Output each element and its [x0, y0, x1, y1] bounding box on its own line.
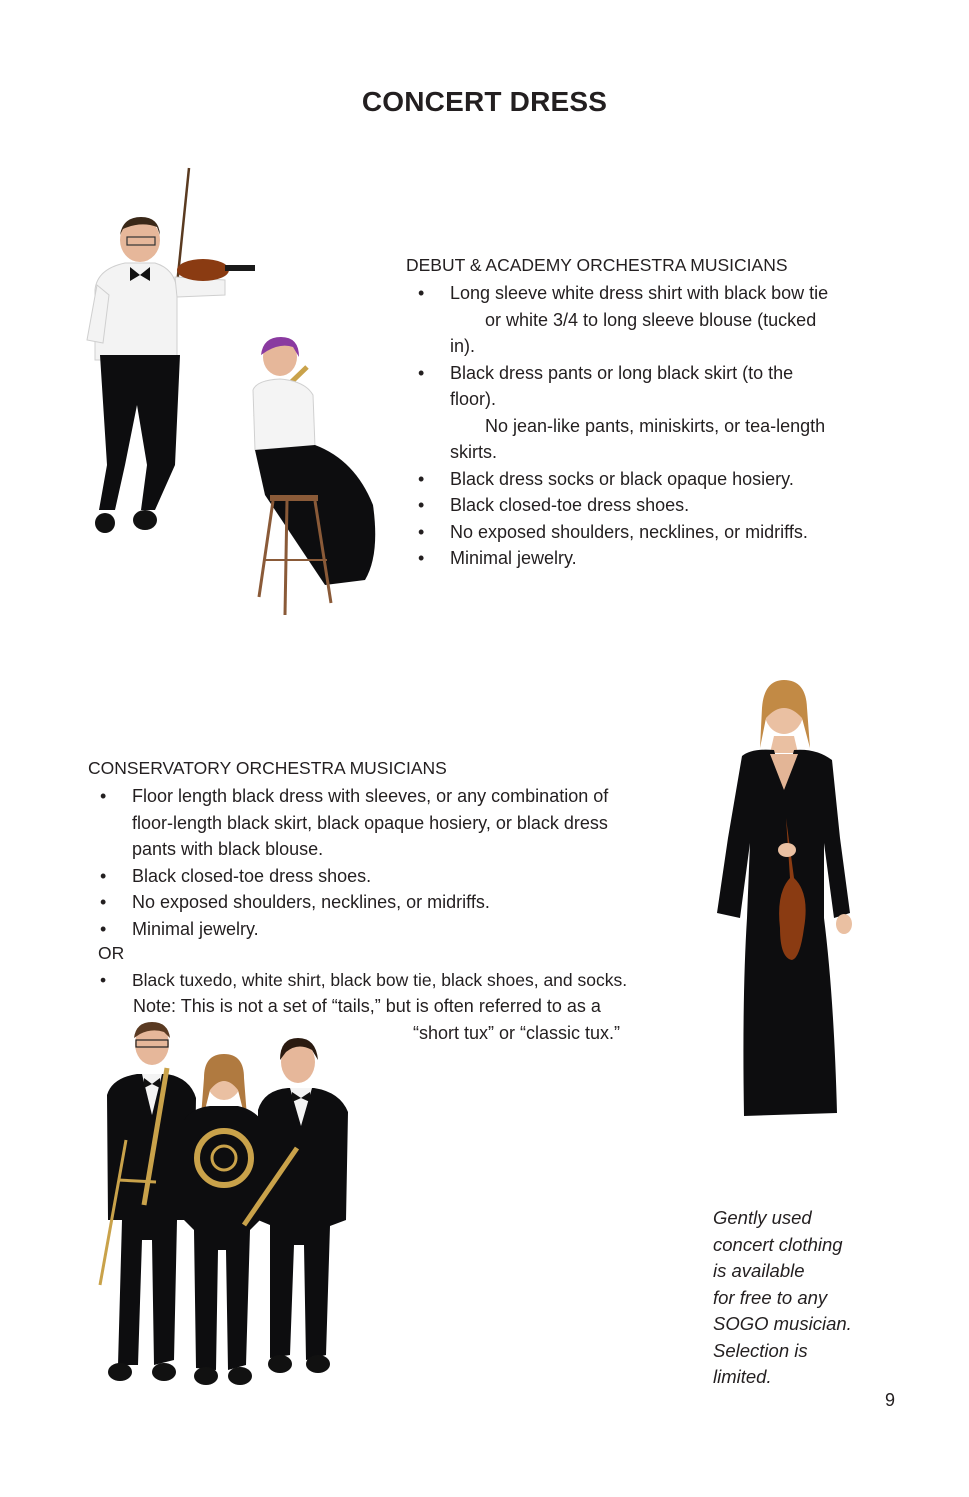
list-item: • Black closed-toe dress shoes. [88, 863, 688, 890]
list-item: • Black closed-toe dress shoes. [406, 492, 896, 519]
page-title: CONCERT DRESS [361, 86, 608, 117]
list-item: • No exposed shoulders, necklines, or midriffs. [88, 889, 688, 916]
page-number: 9 [885, 1390, 896, 1410]
tuxedo-list [88, 967, 688, 994]
debut-dress-list [406, 280, 896, 572]
or-label: OR [98, 943, 125, 963]
free-clothing-note: Gently used concert clothing is available for free to any SOGO musician. Selection is limited. [713, 1207, 852, 1387]
list-item: • Black dress pants or long black skirt (to the floor). No jean-like pants, miniskirts, or tea-length skirts. [406, 360, 896, 466]
tuxedo-note: Note: This is not a set of “tails,” but is often referred to as a “short tux” or “classic tux.” [133, 996, 621, 1043]
list-item: • Minimal jewelry. [88, 916, 688, 943]
flutist-girl-photo [235, 335, 385, 620]
violinist-girl-gown-photo [712, 678, 862, 1123]
list-item: • Black tuxedo, white shirt, black bow tie, black shoes, and socks. [88, 967, 688, 994]
list-item: • Floor length black dress with sleeves, or any combination of floor-length black skirt, black opaque hosiery, or black dress pants with black blouse. [88, 783, 688, 863]
list-item: • No exposed shoulders, necklines, or midriffs. [406, 519, 896, 546]
debut-section-heading: DEBUT & ACADEMY ORCHESTRA MUSICIANS [406, 255, 788, 275]
conservatory-dress-list [88, 783, 688, 942]
list-item: • Long sleeve white dress shirt with black bow tie or white 3/4 to long sleeve blouse (tucked in). [406, 280, 896, 360]
list-item: • Black dress socks or black opaque hosiery. [406, 466, 896, 493]
conservatory-section-heading: CONSERVATORY ORCHESTRA MUSICIANS [88, 758, 447, 778]
brass-trio-photo [92, 1020, 354, 1398]
list-item: • Minimal jewelry. [406, 545, 896, 572]
